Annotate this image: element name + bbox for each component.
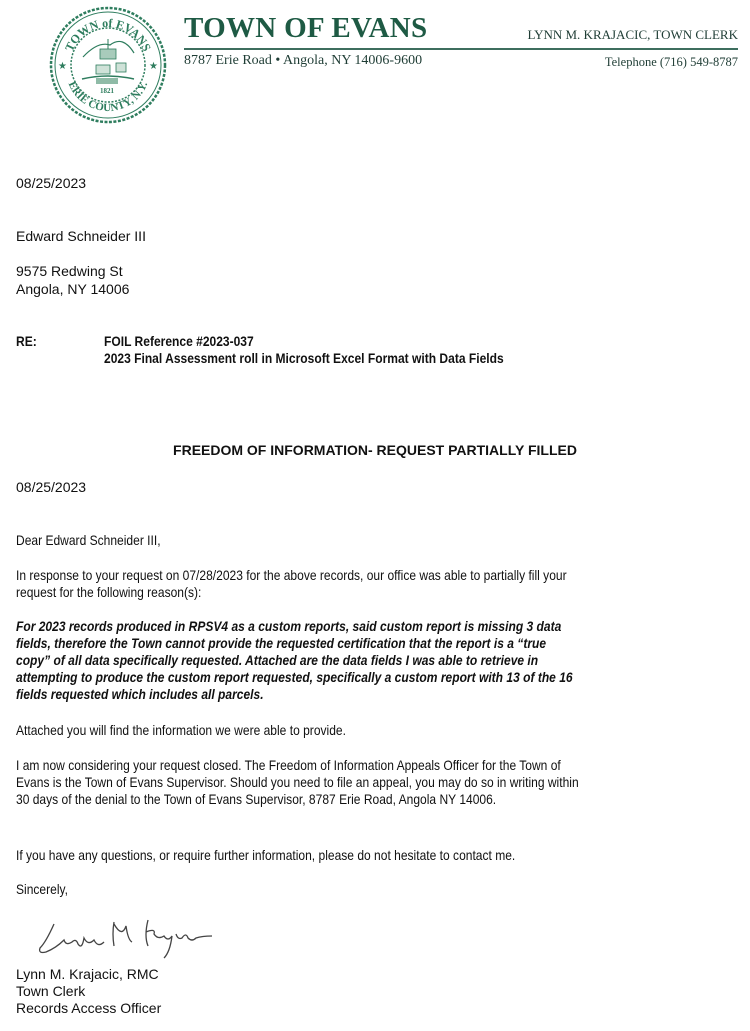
svg-text:1821: 1821 — [100, 87, 114, 95]
reason-line1: For 2023 records produced in RPSV4 as a custom reports, said custom report is missing 3 data — [16, 618, 562, 634]
closing: Sincerely, — [16, 881, 68, 897]
town-address: 8787 Erie Road • Angola, NY 14006-9600 — [184, 53, 423, 68]
svg-text:ERIE COUNTY, N.Y.: ERIE COUNTY, N.Y. — [65, 79, 151, 115]
signature — [36, 912, 216, 962]
recipient-street: 9575 Redwing St — [16, 263, 123, 279]
para1-line1: In response to your request on 07/28/2023 for the above records, our office was able to partially fill your — [16, 567, 567, 583]
reason-line5: fields requested which includes all parcels. — [16, 686, 264, 702]
town-seal-logo — [48, 5, 168, 125]
reason-line4: attempting to produce the custom report requested, specifically a custom report with 13 of the 16 — [16, 669, 573, 685]
signature-icon — [36, 912, 216, 962]
recipient-city: Angola, NY 14006 — [16, 281, 130, 297]
town-clerk-name: LYNN M. KRAJACIC, TOWN CLERK — [527, 27, 738, 42]
recipient-name: Edward Schneider III — [16, 228, 146, 244]
reason-line2: fields, therefore the Town cannot provide the requested certification that the report is a “true — [16, 635, 547, 651]
re-subject: 2023 Final Assessment roll in Microsoft Excel Format with Data Fields — [104, 350, 504, 366]
signer-role: Records Access Officer — [16, 1000, 162, 1016]
seal-icon — [48, 5, 168, 125]
letter-heading: FREEDOM OF INFORMATION- REQUEST PARTIALLY FILLED — [173, 442, 577, 458]
svg-text:★: ★ — [58, 61, 67, 72]
town-telephone: Telephone (716) 549-8787 — [604, 55, 738, 69]
svg-text:★: ★ — [149, 61, 158, 72]
re-reference: FOIL Reference #2023-037 — [104, 333, 254, 349]
signer-name: Lynn M. Krajacic, RMC — [16, 966, 159, 982]
para1-line2: request for the following reason(s): — [16, 584, 202, 600]
para4: If you have any questions, or require further information, please do not hesitate to contact me. — [16, 847, 516, 863]
town-title: TOWN OF EVANS — [184, 12, 428, 44]
letter-date: 08/25/2023 — [16, 175, 87, 191]
svg-text:TOWN of EVANS: TOWN of EVANS — [62, 15, 154, 54]
para3-line3: 30 days of the denial to the Town of Evans Supervisor, 8787 Erie Road, Angola NY 14006. — [16, 791, 497, 807]
para2: Attached you will find the information we were able to provide. — [16, 722, 346, 738]
para3-line2: Evans is the Town of Evans Supervisor. Should you need to file an appeal, you may do so in writing within — [16, 774, 579, 790]
signer-title: Town Clerk — [16, 983, 86, 999]
salutation: Dear Edward Schneider III, — [16, 532, 161, 548]
reason-line3: copy” of all data specifically requested. Attached are the data fields I was able to retrieve in — [16, 652, 539, 668]
para3-line1: I am now considering your request closed. The Freedom of Information Appeals Officer for the Town of — [16, 757, 561, 773]
letterhead-divider — [184, 48, 738, 50]
re-label: RE: — [16, 333, 37, 349]
letter-date-2: 08/25/2023 — [16, 479, 87, 495]
